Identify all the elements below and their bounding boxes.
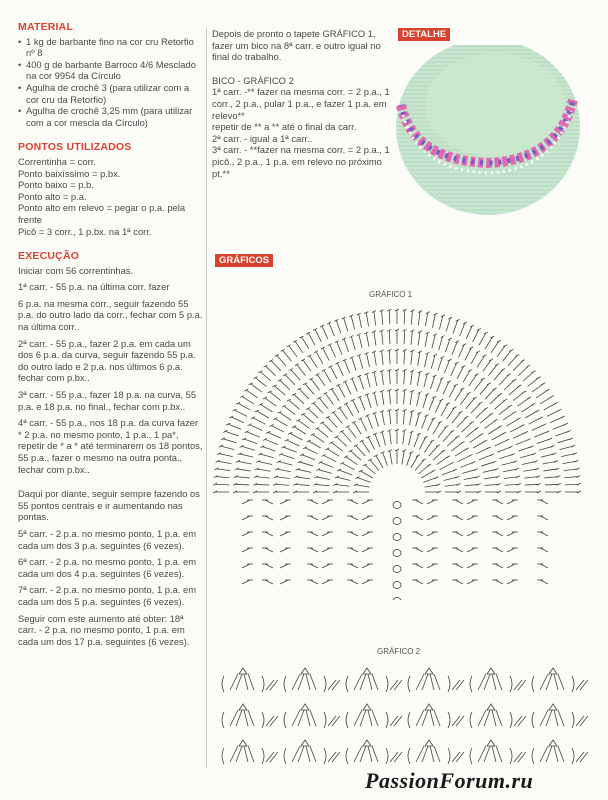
- execucao-paragraph: 3ª carr. - 55 p.a., fazer 18 p.a. na curva, 55 p.a. e 18 p.a. no final., fechar com p.bx..: [18, 389, 197, 412]
- material-title: MATERIAL: [18, 21, 74, 33]
- column-divider: [206, 28, 207, 768]
- execucao-paragraph: 5ª carr. - 2 p.a. no mesmo ponto, 1 p.a. em cada um dos 3 p.a. seguintes (6 vezes).: [18, 527, 197, 551]
- execucao-paragraph: 2ª carr. - 55 p.a., fazer 2 p.a. em cada um dos 6 p.a. da curva, seguir fazendo 55 p.a. do outro lado e 2 p.a. nos últimos 6 p.a. fechar com p.bx..: [18, 337, 196, 384]
- graficos-label: GRÁFICOS: [215, 254, 273, 267]
- execucao-paragraph: 1ª carr. - 55 p.a. na última corr. fazer: [18, 281, 170, 293]
- execucao-title: EXECUÇÃO: [18, 250, 80, 263]
- grafico1-caption: GRÁFICO 1: [369, 290, 413, 299]
- pontos-line: Ponto alto = p.a.: [18, 190, 87, 202]
- execucao-paragraph: Daqui por diante, seguir sempre fazendo os 55 pontos centrais e ir aumentando nas pontas.: [18, 488, 200, 523]
- material-item: • 1 kg de barbante fino na cor cru Retorfio nº 8: [18, 36, 204, 59]
- bico-title: BICO - GRÁFICO 2: [212, 74, 294, 86]
- execucao-paragraph: Seguir com este aumento até obter: 18ª carr. - 2 p.a. no mesmo ponto, 1 p.a. em cada um dos 17 p.a. seguintes (6 vezes).: [18, 612, 190, 647]
- grafico2-caption: GRÁFICO 2: [377, 647, 421, 656]
- material-item: • Agulha de crochê 3,25 mm (para utilizar com a cor mescla da Círculo): [18, 105, 204, 128]
- bico-line: 2ª carr. - igual a 1ª carr..: [212, 132, 313, 144]
- execucao-paragraph: Iniciar com 56 correntinhas.: [18, 264, 134, 276]
- execucao-paragraph: 6 p.a. na mesma corr., seguir fazendo 55 p.a. do outro lado da corr., fechar com 5 p.a. na última corr..: [18, 297, 203, 333]
- grafico1-diagram: [210, 300, 600, 600]
- intro-text: Depois de pronto o tapete GRÁFICO 1, fazer um bico na 8ª carr. e outro igual no final do trabalho.: [212, 28, 381, 63]
- middle-column: [212, 28, 392, 179]
- bico-line: repetir de ** a ** até o final da carr.: [212, 121, 357, 133]
- bico-line: 3ª carr. - **fazer na mesma corr. = 2 p.a., 1 picô., 2 p.a., 1 p.a. em relevo no próximo pt.**: [212, 144, 390, 179]
- pontos-line: Correntinha = corr.: [18, 155, 96, 167]
- material-item: • 400 g de barbante Barroco 4/6 Mesclado na cor 9954 da Círculo: [18, 59, 204, 82]
- left-column: [18, 22, 204, 652]
- bico-line: 1ª carr. -** fazer na mesma corr. = 2 p.a., 1 corr., 2 p.a., pular 1 p.a., e fazer 1 p.a. em relevo**: [212, 86, 390, 121]
- execucao-paragraph: 4ª carr. - 55 p.a., nos 18 p.a. da curva fazer * 2 p.a. no mesmo ponto, 1 p.a., 1 pa*, repetir de * a * até terminarem os 18 pontos, 55 p.a., fazer o mesmo na outra ponta., fechar com p.bx..: [18, 417, 203, 475]
- execucao-paragraph: 6ª carr. - 2 p.a. no mesmo ponto, 1 p.a. em cada um dos 4 p.a. seguintes (6 vezes).: [18, 556, 197, 579]
- pontos-line: Ponto alto em relevo = pegar o p.a. pela frente: [18, 202, 186, 225]
- pontos-line: Ponto baixo = p.b.: [18, 179, 94, 191]
- pontos-line: Ponto baixíssimo = p.bx.: [18, 167, 121, 179]
- material-item: • Agulha de crochê 3 (para utilizar com a cor cru da Retorfio): [18, 82, 204, 105]
- execucao-paragraph: 7ª carr. - 2 p.a. no mesmo ponto, 1 p.a. em cada um dos 5 p.a. seguintes (6 vezes).: [18, 584, 197, 607]
- detalhe-label: DETALHE: [398, 28, 450, 41]
- detalhe-photo: [393, 45, 583, 215]
- pontos-line: Picô = 3 corr., 1 p.bx. na 1ª corr.: [18, 225, 152, 237]
- grafico2-diagram: [210, 654, 602, 770]
- watermark-logo: PassionForum.ru: [365, 768, 534, 793]
- pontos-title: PONTOS UTILIZADOS: [18, 141, 132, 154]
